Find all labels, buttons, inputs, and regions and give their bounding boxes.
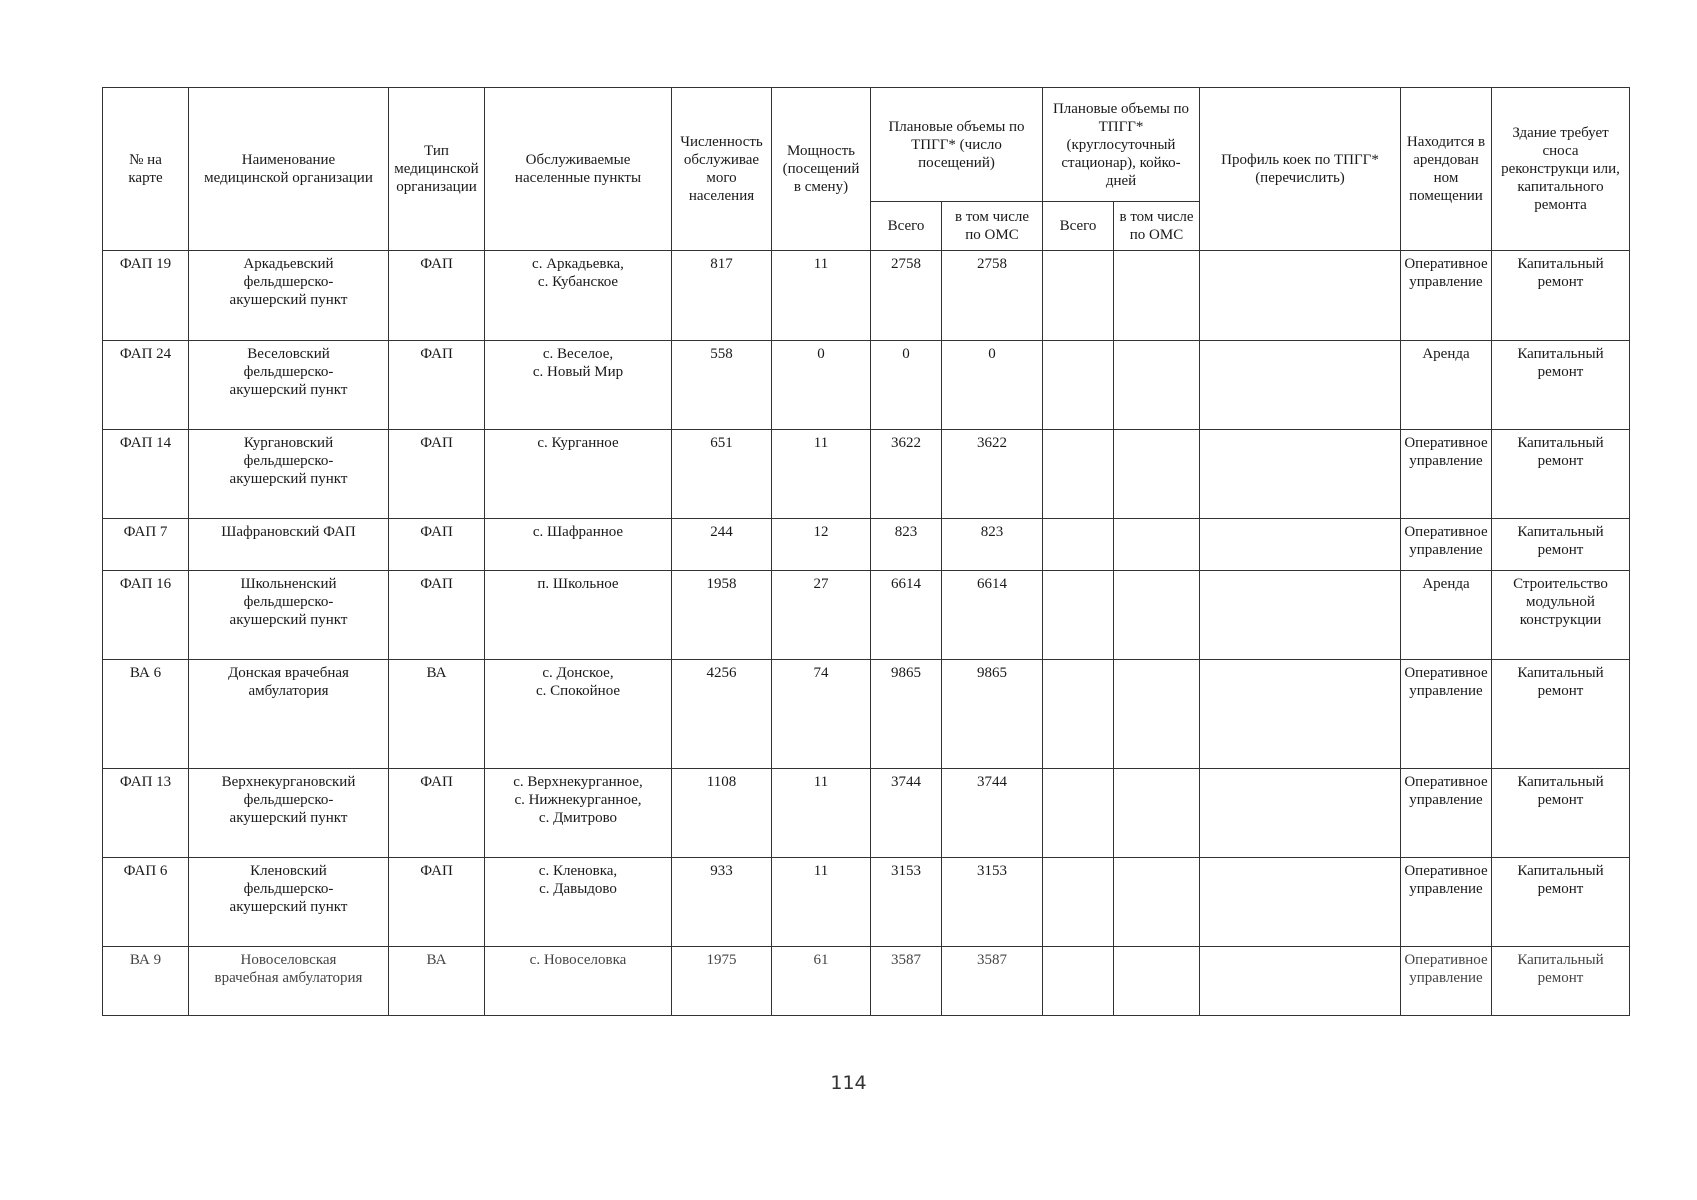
cell-settlements: с. Верхнекурганное, с. Нижнекурганное, с. Дмитрово (485, 769, 672, 858)
cell-bed-profile (1200, 571, 1401, 660)
cell-capacity: 74 (772, 660, 871, 769)
header-capacity: Мощность (посещений в смену) (772, 88, 871, 251)
cell-org-type: ВА (389, 660, 485, 769)
cell-beds-oms (1114, 947, 1200, 1016)
cell-beds-total (1043, 660, 1114, 769)
cell-rented: Аренда (1401, 571, 1492, 660)
cell-visits-total: 9865 (871, 660, 942, 769)
cell-visits-total: 3587 (871, 947, 942, 1016)
cell-org-type: ФАП (389, 251, 485, 341)
cell-map-no: ФАП 13 (103, 769, 189, 858)
table-row (103, 858, 1630, 947)
cell-repair: Капитальный ремонт (1492, 341, 1630, 430)
cell-map-no: ФАП 7 (103, 519, 189, 571)
cell-capacity: 11 (772, 769, 871, 858)
header-map-no: № на карте (103, 88, 189, 251)
header-repair: Здание требует сноса реконструкци или, капитального ремонта (1492, 88, 1630, 251)
cell-settlements: с. Донское, с. Спокойное (485, 660, 672, 769)
cell-capacity: 11 (772, 251, 871, 341)
cell-beds-total (1043, 947, 1114, 1016)
facilities-table (102, 87, 1630, 1016)
cell-repair: Строительство модульной конструкции (1492, 571, 1630, 660)
cell-org-type: ФАП (389, 519, 485, 571)
cell-rented: Аренда (1401, 341, 1492, 430)
header-visits-group: Плановые объемы по ТПГГ* (число посещений) (871, 88, 1043, 202)
cell-population: 933 (672, 858, 772, 947)
page-number: 114 (830, 1072, 867, 1094)
cell-beds-oms (1114, 858, 1200, 947)
cell-org-name: Донская врачебная амбулатория (189, 660, 389, 769)
cell-beds-oms (1114, 519, 1200, 571)
cell-visits-oms: 3622 (942, 430, 1043, 519)
cell-rented: Оперативное управление (1401, 769, 1492, 858)
header-bed-profile: Профиль коек по ТПГГ* (перечислить) (1200, 88, 1401, 251)
header-visits-oms: в том числе по ОМС (942, 202, 1043, 251)
cell-map-no: ФАП 14 (103, 430, 189, 519)
cell-settlements: с. Веселое, с. Новый Мир (485, 341, 672, 430)
cell-org-name: Аркадьевский фельдшерско- акушерский пункт (189, 251, 389, 341)
cell-beds-oms (1114, 341, 1200, 430)
cell-map-no: ФАП 19 (103, 251, 189, 341)
cell-repair: Капитальный ремонт (1492, 769, 1630, 858)
table-body (103, 251, 1630, 1016)
header-beds-oms: в том числе по ОМС (1114, 202, 1200, 251)
cell-bed-profile (1200, 341, 1401, 430)
cell-org-type: ФАП (389, 341, 485, 430)
cell-beds-oms (1114, 430, 1200, 519)
cell-org-type: ФАП (389, 769, 485, 858)
cell-repair: Капитальный ремонт (1492, 430, 1630, 519)
cell-beds-total (1043, 769, 1114, 858)
cell-population: 1975 (672, 947, 772, 1016)
cell-repair: Капитальный ремонт (1492, 251, 1630, 341)
cell-beds-total (1043, 251, 1114, 341)
cell-rented: Оперативное управление (1401, 430, 1492, 519)
cell-beds-total (1043, 858, 1114, 947)
cell-beds-oms (1114, 660, 1200, 769)
cell-population: 1108 (672, 769, 772, 858)
cell-visits-oms: 2758 (942, 251, 1043, 341)
cell-settlements: с. Аркадьевка, с. Кубанское (485, 251, 672, 341)
table-row (103, 251, 1630, 341)
cell-bed-profile (1200, 660, 1401, 769)
cell-map-no: ВА 9 (103, 947, 189, 1016)
cell-repair: Капитальный ремонт (1492, 858, 1630, 947)
cell-visits-oms: 3153 (942, 858, 1043, 947)
cell-repair: Капитальный ремонт (1492, 660, 1630, 769)
cell-visits-total: 0 (871, 341, 942, 430)
cell-settlements: с. Шафранное (485, 519, 672, 571)
cell-org-name: Кленовский фельдшерско- акушерский пункт (189, 858, 389, 947)
cell-org-type: ФАП (389, 571, 485, 660)
table-row (103, 571, 1630, 660)
cell-org-name: Кургановский фельдшерско- акушерский пункт (189, 430, 389, 519)
cell-beds-total (1043, 519, 1114, 571)
cell-beds-oms (1114, 251, 1200, 341)
cell-population: 558 (672, 341, 772, 430)
cell-visits-oms: 823 (942, 519, 1043, 571)
cell-visits-total: 3153 (871, 858, 942, 947)
cell-repair: Капитальный ремонт (1492, 519, 1630, 571)
cell-org-type: ФАП (389, 858, 485, 947)
cell-population: 4256 (672, 660, 772, 769)
cell-bed-profile (1200, 519, 1401, 571)
cell-settlements: с. Кленовка, с. Давыдово (485, 858, 672, 947)
cell-bed-profile (1200, 858, 1401, 947)
cell-rented: Оперативное управление (1401, 251, 1492, 341)
cell-beds-oms (1114, 769, 1200, 858)
cell-population: 244 (672, 519, 772, 571)
header-visits-total: Всего (871, 202, 942, 251)
header-org-type: Тип медицинской организации (389, 88, 485, 251)
cell-settlements: п. Школьное (485, 571, 672, 660)
cell-bed-profile (1200, 769, 1401, 858)
cell-settlements: с. Курганное (485, 430, 672, 519)
cell-visits-oms: 3587 (942, 947, 1043, 1016)
cell-repair: Капитальный ремонт (1492, 947, 1630, 1016)
cell-settlements: с. Новоселовка (485, 947, 672, 1016)
table-row (103, 947, 1630, 1016)
cell-map-no: ФАП 24 (103, 341, 189, 430)
header-rented: Находится в арендован ном помещении (1401, 88, 1492, 251)
header-settlements: Обслуживаемые населенные пункты (485, 88, 672, 251)
cell-map-no: ВА 6 (103, 660, 189, 769)
cell-visits-total: 3744 (871, 769, 942, 858)
cell-population: 651 (672, 430, 772, 519)
cell-visits-total: 823 (871, 519, 942, 571)
cell-capacity: 61 (772, 947, 871, 1016)
cell-rented: Оперативное управление (1401, 947, 1492, 1016)
cell-bed-profile (1200, 430, 1401, 519)
cell-population: 1958 (672, 571, 772, 660)
cell-population: 817 (672, 251, 772, 341)
cell-org-name: Новоселовская врачебная амбулатория (189, 947, 389, 1016)
cell-org-name: Веселовский фельдшерско- акушерский пункт (189, 341, 389, 430)
cell-org-name: Школьненский фельдшерско- акушерский пункт (189, 571, 389, 660)
cell-org-type: ВА (389, 947, 485, 1016)
cell-beds-total (1043, 430, 1114, 519)
header-beds-total: Всего (1043, 202, 1114, 251)
cell-beds-oms (1114, 571, 1200, 660)
cell-visits-oms: 0 (942, 341, 1043, 430)
table-row (103, 341, 1630, 430)
cell-bed-profile (1200, 947, 1401, 1016)
cell-visits-oms: 3744 (942, 769, 1043, 858)
cell-visits-oms: 9865 (942, 660, 1043, 769)
table-row (103, 660, 1630, 769)
cell-visits-total: 3622 (871, 430, 942, 519)
table-row (103, 519, 1630, 571)
cell-visits-total: 6614 (871, 571, 942, 660)
cell-visits-total: 2758 (871, 251, 942, 341)
cell-org-type: ФАП (389, 430, 485, 519)
header-org-name: Наименование медицинской организации (189, 88, 389, 251)
cell-rented: Оперативное управление (1401, 858, 1492, 947)
cell-capacity: 11 (772, 430, 871, 519)
cell-capacity: 0 (772, 341, 871, 430)
cell-visits-oms: 6614 (942, 571, 1043, 660)
table-header (103, 88, 1630, 251)
header-population: Численность обслуживае мого населения (672, 88, 772, 251)
cell-capacity: 11 (772, 858, 871, 947)
cell-rented: Оперативное управление (1401, 660, 1492, 769)
cell-bed-profile (1200, 251, 1401, 341)
header-beddays-group: Плановые объемы по ТПГГ* (круглосуточный стационар), койко- дней (1043, 88, 1200, 202)
cell-capacity: 12 (772, 519, 871, 571)
table-row (103, 769, 1630, 858)
cell-beds-total (1043, 571, 1114, 660)
cell-beds-total (1043, 341, 1114, 430)
cell-org-name: Шафрановский ФАП (189, 519, 389, 571)
table-row (103, 430, 1630, 519)
cell-org-name: Верхнекургановский фельдшерско- акушерский пункт (189, 769, 389, 858)
cell-map-no: ФАП 16 (103, 571, 189, 660)
cell-map-no: ФАП 6 (103, 858, 189, 947)
cell-capacity: 27 (772, 571, 871, 660)
cell-rented: Оперативное управление (1401, 519, 1492, 571)
